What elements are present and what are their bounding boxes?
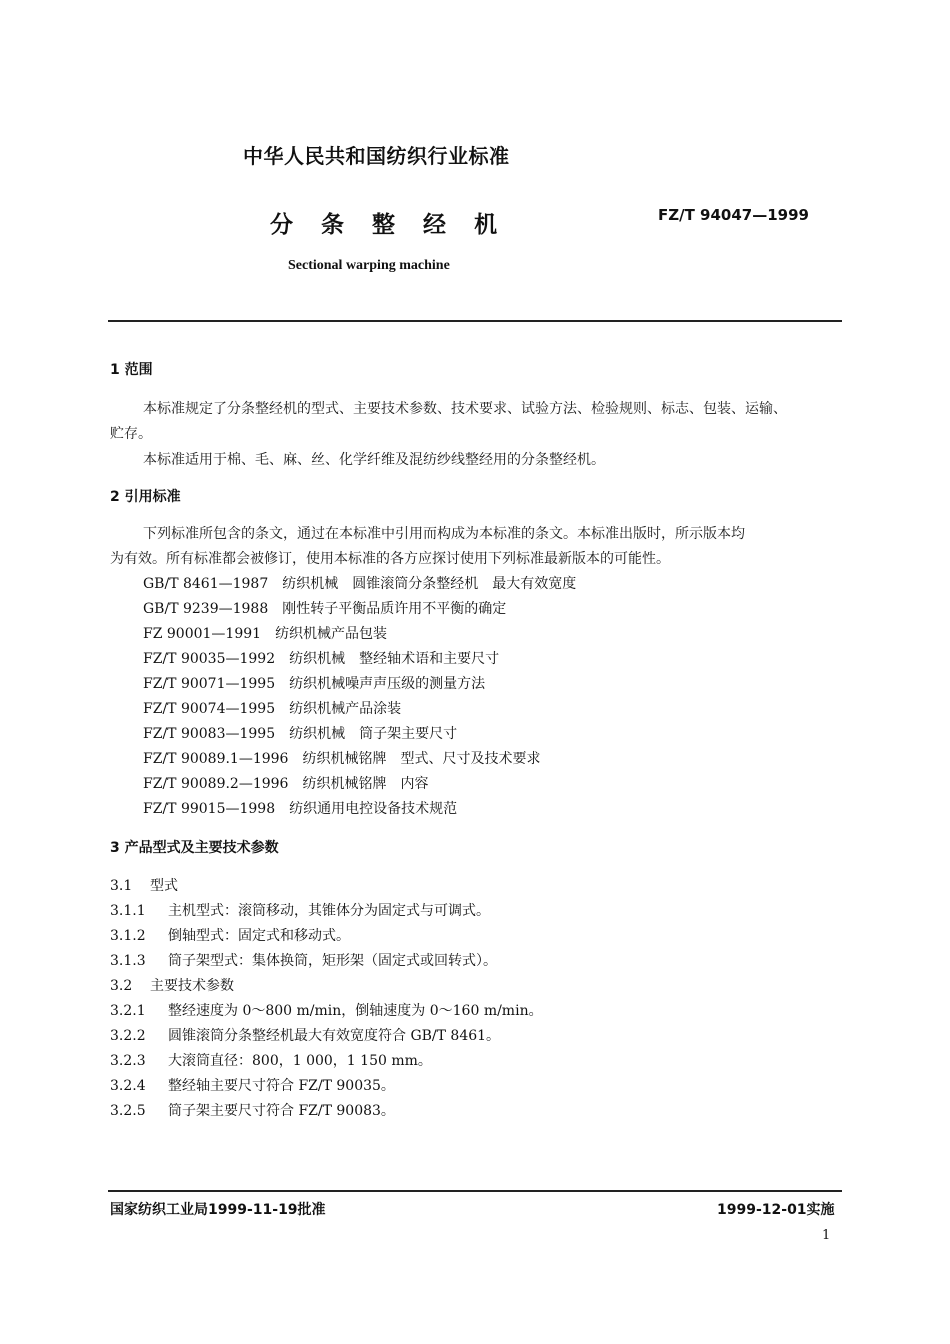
reference-item [143, 748, 540, 768]
reference-name: 纺织机械噪声声压级的测量方法 [289, 676, 486, 692]
reference-code: GB/T 9239—1988 [143, 601, 269, 617]
reference-item [143, 623, 387, 643]
issuing-organization: 中华人民共和国纺织行业标准 [243, 144, 510, 168]
clause-text: 筒子架型式：集体换筒，矩形架（固定式或回转式）。 [168, 953, 497, 969]
footer-divider [108, 1190, 842, 1192]
title-char: 分 [270, 212, 293, 238]
reference-name: 纺织机械铭牌 内容 [302, 776, 429, 792]
reference-name: 纺织机械 整经轴术语和主要尺寸 [289, 651, 500, 667]
english-title: Sectional warping machine [288, 258, 450, 273]
paragraph-line: 本标准规定了分条整经机的型式、主要技术参数、技术要求、试验方法、检验规则、标志、包装、运输、 [143, 401, 787, 417]
clause-text: 主机型式：滚筒移动，其锥体分为固定式与可调式。 [168, 903, 490, 919]
reference-name: 纺织机械产品涂装 [289, 701, 402, 717]
clause-number: 3.2.4 [110, 1078, 146, 1094]
clause-number: 3.2 [110, 978, 133, 994]
reference-code: FZ/T 90083—1995 [143, 726, 276, 742]
clause-number: 3.1.3 [110, 953, 146, 969]
header-divider [108, 320, 842, 322]
clause [110, 950, 497, 970]
reference-name: 纺织机械铭牌 型式、尺寸及技术要求 [302, 751, 541, 767]
clause-text: 整经速度为 0～800 m/min，倒轴速度为 0～160 m/min。 [168, 1003, 543, 1019]
clause [110, 1050, 432, 1070]
reference-code: GB/T 8461—1987 [143, 576, 269, 592]
reference-item [143, 673, 485, 693]
clause-text: 倒轴型式：固定式和移动式。 [168, 928, 350, 944]
clause-text: 主要技术参数 [150, 978, 234, 994]
clause-number: 3.2.3 [110, 1053, 146, 1069]
implementation-date: 1999-12-01实施 [717, 1202, 835, 1218]
page-number: 1 [822, 1228, 831, 1243]
clause-number: 3.1 [110, 878, 133, 894]
clause-number: 3.1.1 [110, 903, 146, 919]
title-char: 整 [372, 212, 396, 238]
clause [110, 1025, 500, 1045]
clause [110, 1075, 395, 1095]
clause-number: 3.1.2 [110, 928, 146, 944]
standard-number: FZ/T 94047—1999 [658, 206, 809, 224]
title-char: 经 [423, 212, 447, 238]
reference-item [143, 698, 401, 718]
reference-code: FZ/T 99015—1998 [143, 801, 276, 817]
reference-item [143, 598, 506, 618]
document-title [270, 206, 517, 239]
clause [110, 875, 178, 895]
clause-text: 型式 [150, 878, 178, 894]
clause-text: 圆锥滚筒分条整经机最大有效宽度符合 GB/T 8461。 [168, 1028, 501, 1044]
clause-text: 大滚筒直径：800，1 000，1 150 mm。 [168, 1053, 432, 1069]
reference-item [143, 573, 576, 593]
reference-item [143, 773, 428, 793]
reference-item [143, 648, 499, 668]
paragraph-line: 为有效。所有标准都会被修订，使用本标准的各方应探讨使用下列标准最新版本的可能性。 [110, 551, 670, 567]
reference-name: 纺织机械产品包装 [275, 626, 388, 642]
reference-name: 纺织机械 筒子架主要尺寸 [289, 726, 458, 742]
clause [110, 900, 490, 920]
reference-code: FZ/T 90071—1995 [143, 676, 276, 692]
clause-text: 整经轴主要尺寸符合 FZ/T 90035。 [168, 1078, 395, 1094]
clause-number: 3.2.1 [110, 1003, 146, 1019]
approval-line: 国家纺织工业局1999-11-19批准 [110, 1202, 326, 1218]
reference-name: 纺织机械 圆锥滚筒分条整经机 最大有效宽度 [282, 576, 577, 592]
reference-name: 纺织通用电控设备技术规范 [289, 801, 458, 817]
paragraph-line: 贮存。 [110, 426, 152, 442]
title-char: 条 [321, 212, 345, 238]
reference-code: FZ/T 90089.1—1996 [143, 751, 289, 767]
reference-name: 刚性转子平衡品质许用不平衡的确定 [282, 601, 507, 617]
reference-code: FZ/T 90089.2—1996 [143, 776, 289, 792]
paragraph-line: 下列标准所包含的条文，通过在本标准中引用而构成为本标准的条文。本标准出版时，所示版本均 [143, 526, 745, 542]
reference-item [143, 723, 457, 743]
clause [110, 925, 350, 945]
clause-number: 3.2.2 [110, 1028, 146, 1044]
section-heading: 1 范围 [110, 362, 153, 378]
reference-code: FZ 90001—1991 [143, 626, 262, 642]
reference-code: FZ/T 90074—1995 [143, 701, 276, 717]
section-heading: 3 产品型式及主要技术参数 [110, 840, 279, 856]
reference-item [143, 798, 457, 818]
paragraph-line: 本标准适用于棉、毛、麻、丝、化学纤维及混纺纱线整经用的分条整经机。 [143, 452, 605, 468]
clause-number: 3.2.5 [110, 1103, 146, 1119]
clause [110, 1000, 543, 1020]
clause [110, 1100, 395, 1120]
title-char: 机 [474, 212, 498, 238]
reference-code: FZ/T 90035—1992 [143, 651, 276, 667]
section-heading: 2 引用标准 [110, 489, 181, 505]
clause-text: 筒子架主要尺寸符合 FZ/T 90083。 [168, 1103, 395, 1119]
clause [110, 975, 234, 995]
